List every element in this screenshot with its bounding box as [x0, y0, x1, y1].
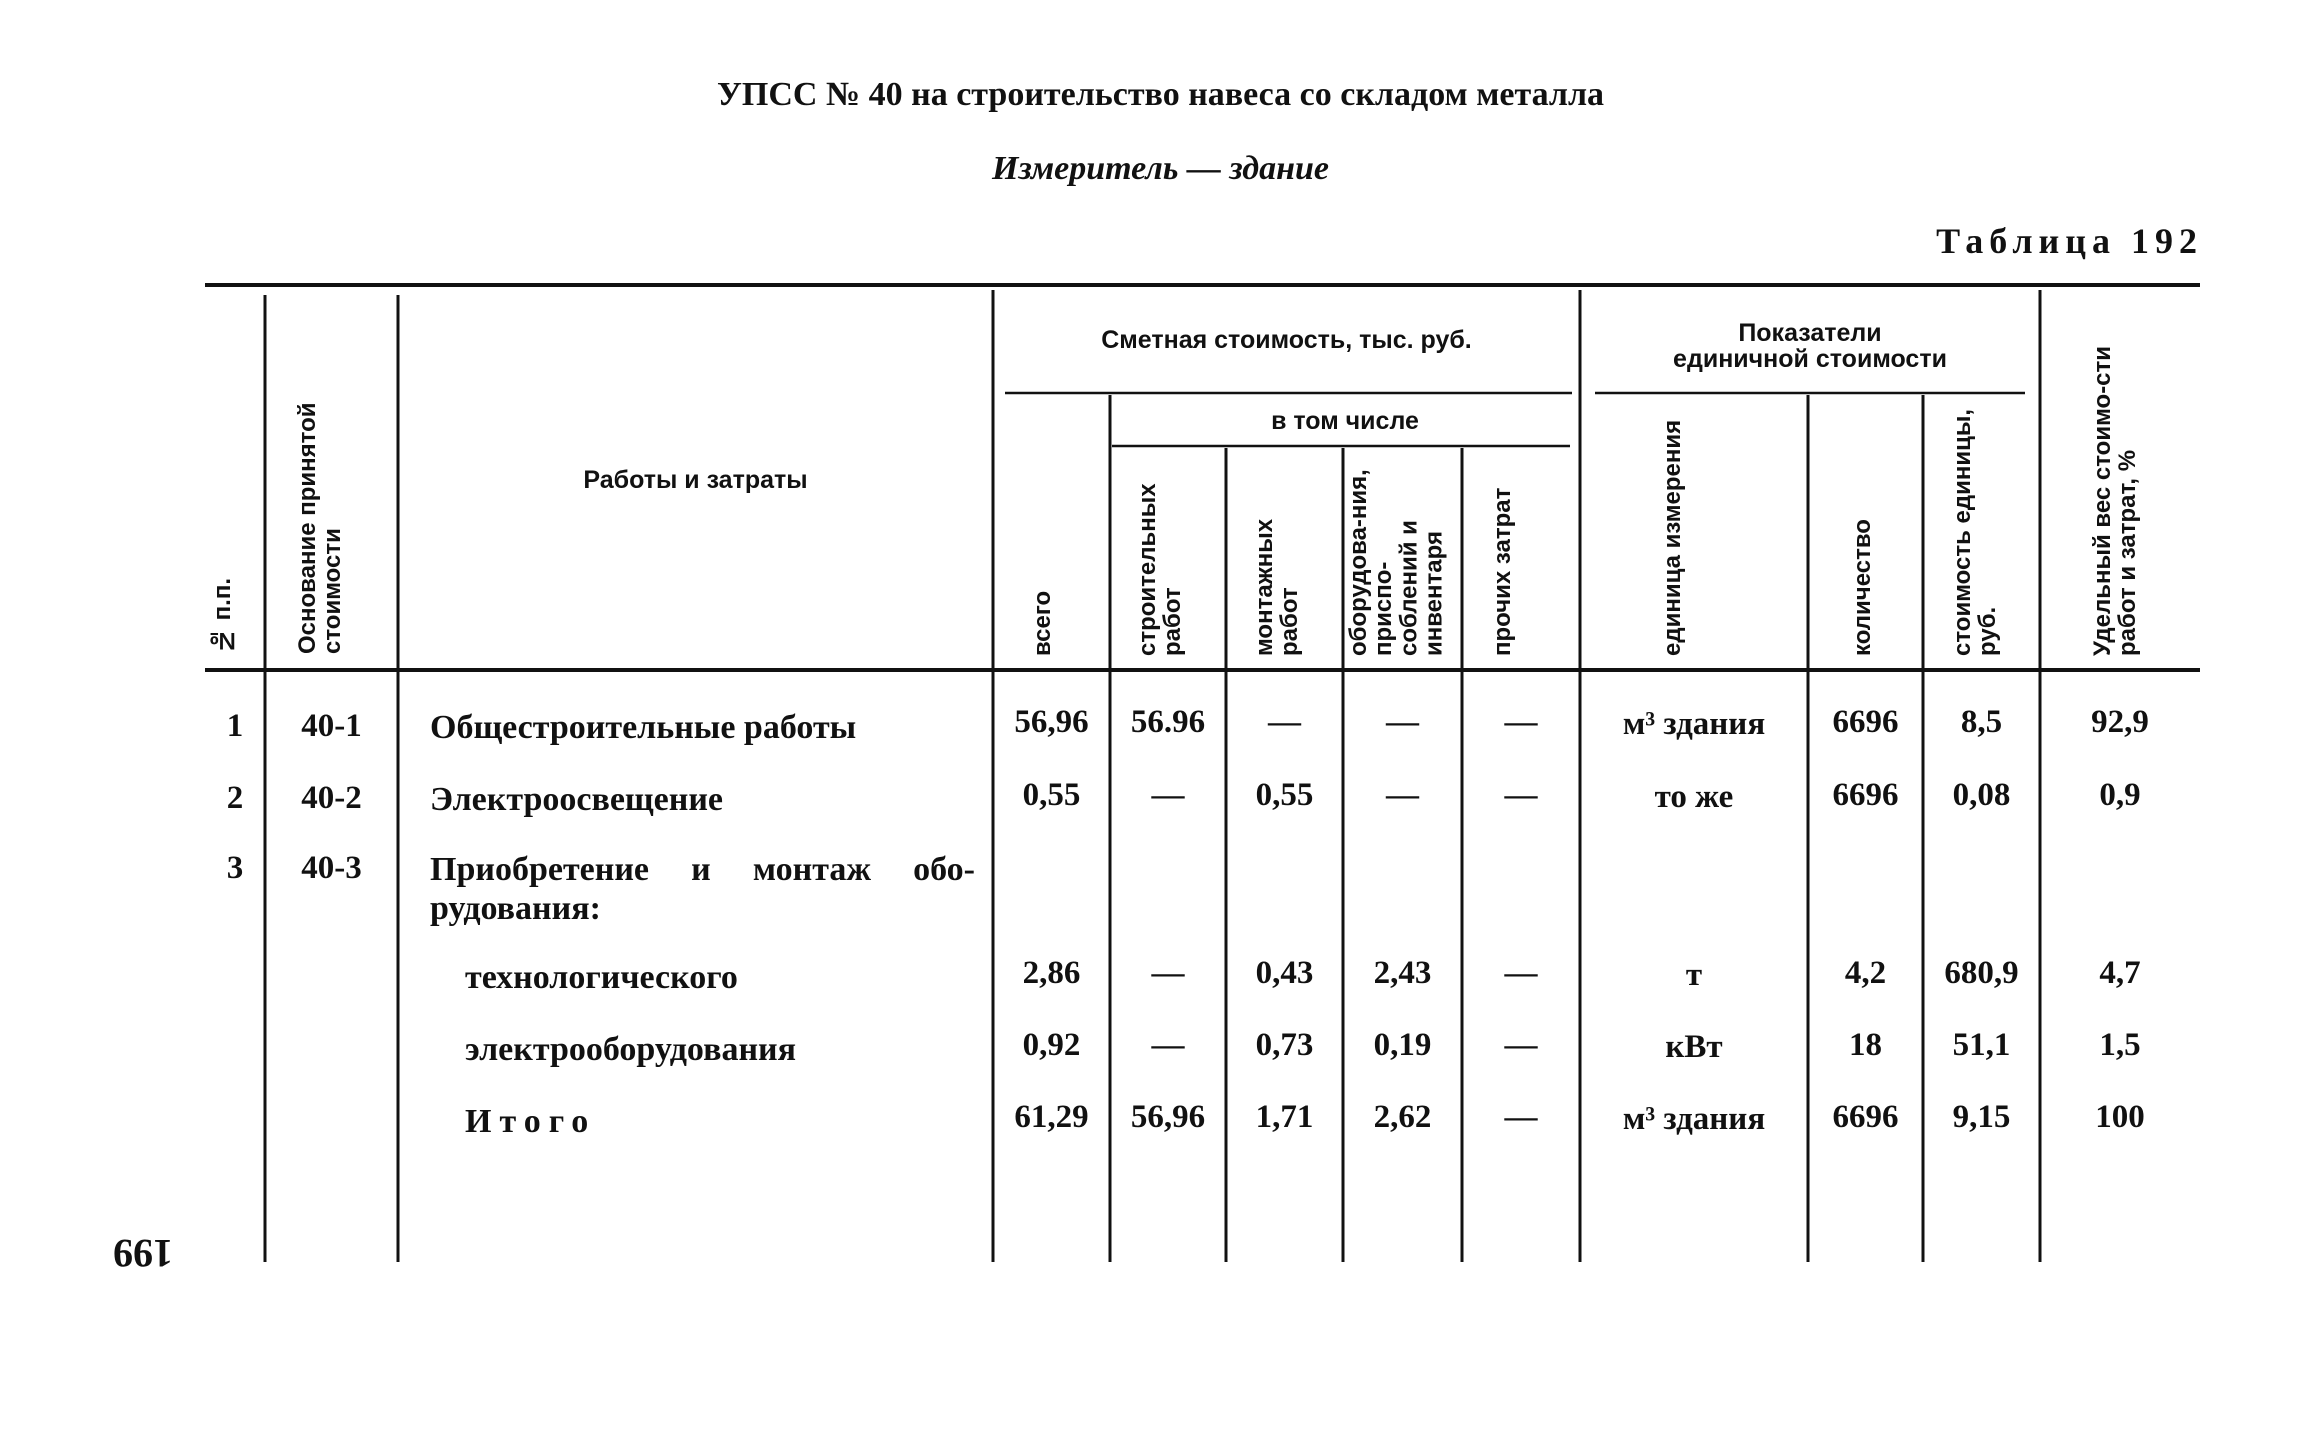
- row5-construction: —: [1151, 1027, 1185, 1063]
- header-num: № п.п.: [209, 578, 236, 654]
- row4-construction: —: [1151, 955, 1185, 991]
- row1-share: 92,9: [2091, 704, 2149, 740]
- row4-unit: т: [1685, 957, 1703, 993]
- page-number: 199: [113, 1231, 173, 1276]
- header-unit-indicators: Показатели единичной стоимости: [1673, 318, 1947, 373]
- row1-other: —: [1504, 704, 1538, 740]
- header-works: Работы и затраты: [583, 465, 808, 494]
- header-unit: единица измерения: [1659, 419, 1686, 656]
- row4-other: —: [1504, 955, 1538, 991]
- row1-equipment: —: [1386, 704, 1419, 740]
- row6-work: Итого: [465, 1103, 597, 1140]
- row3-num: 3: [226, 850, 244, 886]
- row5-installation: 0,73: [1255, 1027, 1314, 1063]
- row1-basis: 40-1: [301, 708, 362, 744]
- row6-construction: 56,96: [1130, 1099, 1206, 1135]
- row6-unit: м³ здания: [1622, 1101, 1766, 1137]
- row6-other: —: [1504, 1099, 1538, 1135]
- row2-total: 0,55: [1022, 777, 1081, 813]
- row5-equipment: 0,19: [1373, 1027, 1432, 1063]
- row1-installation: —: [1268, 704, 1301, 740]
- row2-quantity: 6696: [1832, 777, 1899, 813]
- row2-work: Электроосвещение: [430, 781, 724, 818]
- row2-basis: 40-2: [301, 780, 362, 816]
- table-label: Таблица 192: [1936, 221, 2203, 261]
- row6-installation: 1,71: [1255, 1099, 1314, 1135]
- row5-unit-cost: 51,1: [1952, 1027, 2011, 1063]
- row1-total: 56,96: [1014, 704, 1089, 740]
- row1-num: 1: [226, 708, 244, 744]
- row2-share: 0,9: [2099, 777, 2141, 813]
- page-title: УПСС № 40 на строительство навеса со складом металла: [716, 76, 1605, 113]
- row4-work: технологического: [465, 959, 738, 996]
- row4-installation: 0,43: [1255, 955, 1314, 991]
- row4-share: 4,7: [2099, 955, 2141, 991]
- row3-basis: 40-3: [301, 850, 362, 886]
- row1-quantity: 6696: [1832, 704, 1899, 740]
- row2-other: —: [1504, 777, 1538, 813]
- header-unit-cost: стоимость единицы, руб.: [1949, 408, 2002, 656]
- row5-other: —: [1504, 1027, 1538, 1063]
- row4-quantity: 4,2: [1844, 955, 1887, 991]
- page-subtitle: Измеритель — здание: [992, 150, 1329, 187]
- row5-work: электрооборудования: [465, 1031, 797, 1068]
- row6-unit-cost: 9,15: [1952, 1099, 2011, 1135]
- header-other: прочих затрат: [1489, 487, 1516, 656]
- header-construction: строительных работ: [1134, 483, 1187, 656]
- row1-work: Общестроительные работы: [430, 709, 857, 746]
- row2-unit: то же: [1654, 779, 1734, 815]
- row2-num: 2: [226, 780, 244, 816]
- header-basis: Основание принятой стоимости: [294, 402, 347, 654]
- header-installation: монтажных работ: [1251, 518, 1304, 656]
- row6-quantity: 6696: [1832, 1099, 1899, 1135]
- row4-unit-cost: 680,9: [1944, 955, 2019, 991]
- header-quantity: количество: [1849, 519, 1876, 656]
- row1-unit: м³ здания: [1622, 706, 1766, 742]
- row2-unit-cost: 0,08: [1952, 777, 2011, 813]
- row2-construction: —: [1151, 777, 1185, 813]
- header-estimated-cost: Сметная стоимость, тыс. руб.: [1101, 325, 1472, 354]
- row5-quantity: 18: [1849, 1027, 1882, 1063]
- row1-construction: 56.96: [1130, 704, 1206, 740]
- header-share: Удельный вес стоимо-сти работ и затрат, %: [2089, 345, 2142, 656]
- row6-total: 61,29: [1014, 1099, 1089, 1135]
- row5-total: 0,92: [1022, 1027, 1081, 1063]
- row6-share: 100: [2095, 1099, 2145, 1135]
- header-including: в том числе: [1271, 406, 1419, 435]
- header-equipment: оборудова-ния, приспо-соблений и инвентаря: [1345, 469, 1448, 656]
- row1-unit-cost: 8,5: [1960, 704, 2003, 740]
- row5-share: 1,5: [2099, 1027, 2141, 1063]
- header-total: всего: [1029, 590, 1056, 656]
- row2-equipment: —: [1386, 777, 1419, 813]
- row3-work: Приобретение и монтаж обо-рудования:: [430, 851, 975, 928]
- row5-unit: кВт: [1665, 1029, 1723, 1065]
- row4-equipment: 2,43: [1373, 955, 1432, 991]
- row2-installation: 0,55: [1255, 777, 1314, 813]
- row6-equipment: 2,62: [1373, 1099, 1432, 1135]
- row4-total: 2,86: [1022, 955, 1081, 991]
